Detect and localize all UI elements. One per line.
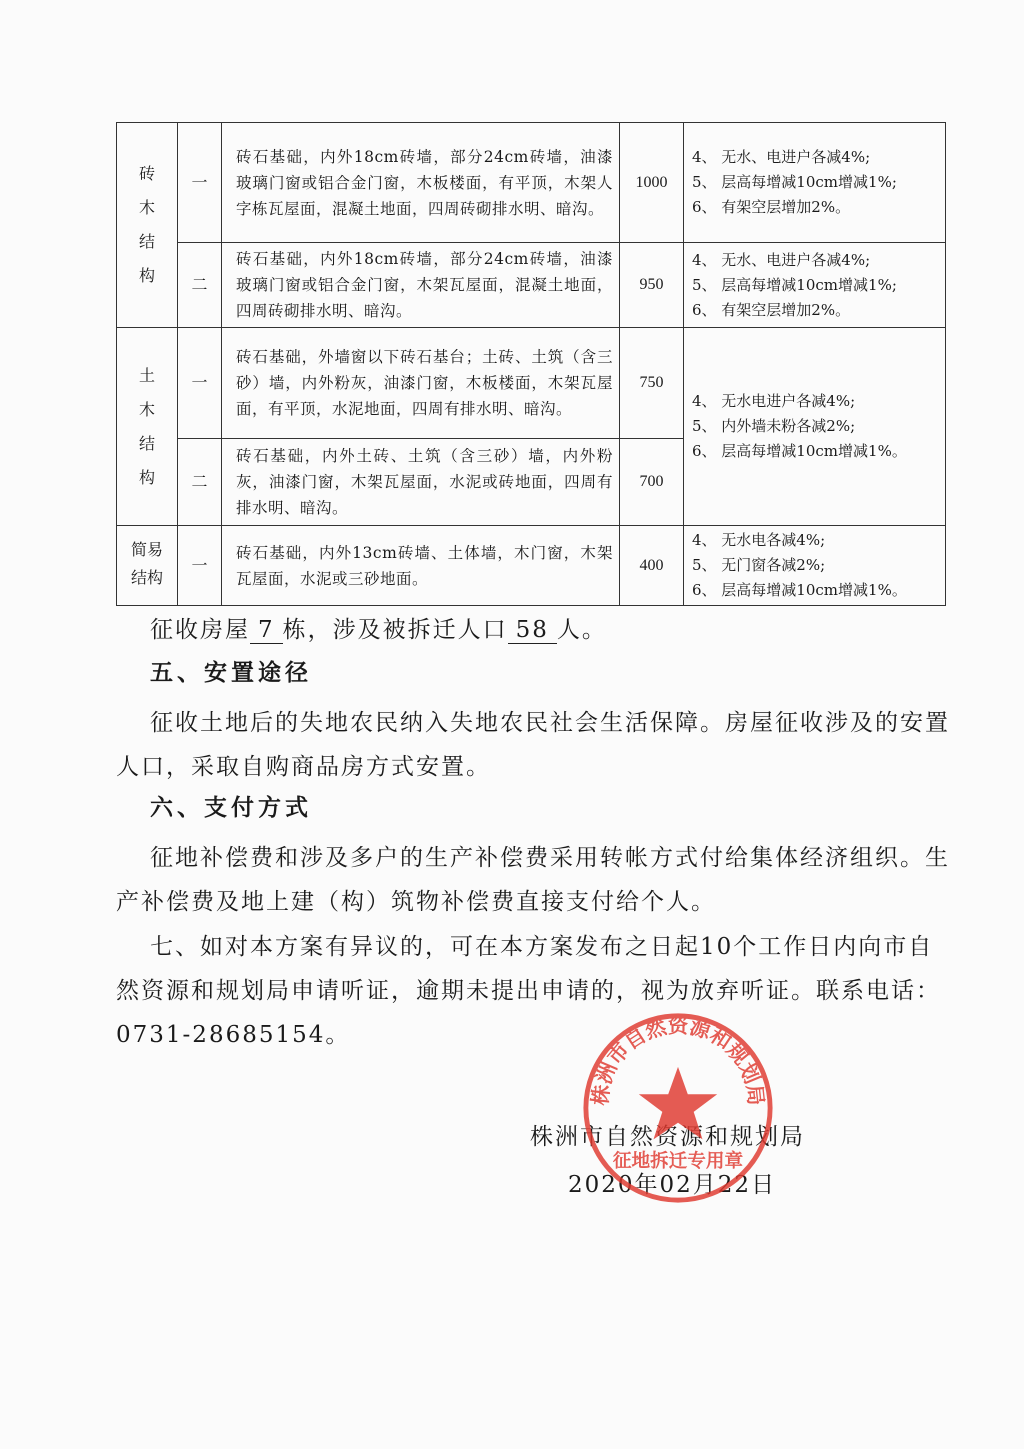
- table-row: [117, 328, 946, 439]
- price-cell: 750: [620, 328, 684, 439]
- issue-date: 2020年02月22日: [568, 1172, 777, 1198]
- houses-count: 7: [250, 617, 283, 644]
- table-row: [117, 526, 946, 606]
- description-cell: 砖石基础，内外18cm砖墙，部分24cm砖墙，油漆玻璃门窗或铝合金门窗，木板楼面，有平顶，木架人字栋瓦屋面，混凝土地面，四周砖砌排水明、暗沟。: [222, 123, 620, 243]
- seal-inner-text: 征地拆迁专用章: [612, 1150, 744, 1172]
- structure-type-cell: 土木结构: [117, 328, 178, 526]
- grade-cell: 二: [178, 439, 222, 526]
- objection-paragraph: 七、如对本方案有异议的，可在本方案发布之日起10个工作日内向市自然资源和规划局申请听证，逾期未提出申请的，视为放弃听证。联系电话：0731-28685154。: [116, 934, 941, 1048]
- houses-summary: 征收房屋 7 栋，涉及被拆迁人口 58 人。: [150, 617, 607, 643]
- section-paragraph: 征收土地后的失地农民纳入失地农民社会生活保障。房屋征收涉及的安置人口，采取自购商品房方式安置。: [116, 710, 950, 780]
- description-cell: 砖石基础，外墙窗以下砖石基台；土砖、土筑（含三砂）墙，内外粉灰，油漆门窗，木板楼面，木架瓦屋面，有平顶，水泥地面，四周有排水明、暗沟。: [222, 328, 620, 439]
- grade-cell: 一: [178, 328, 222, 439]
- seal-outer-text: 株洲市自然资源和规划局: [587, 1013, 769, 1107]
- issuing-organization: 株洲市自然资源和规划局: [530, 1124, 805, 1150]
- price-cell: 1000: [620, 123, 684, 243]
- official-seal: [580, 1010, 776, 1206]
- compensation-standard-table: [116, 122, 946, 606]
- price-cell: 950: [620, 243, 684, 328]
- section-heading: 五、安置途径: [150, 659, 312, 686]
- structure-type-cell: 简易结构: [117, 526, 178, 606]
- structure-type-cell: 砖木结构: [117, 123, 178, 328]
- description-cell: 砖石基础，内外13cm砖墙、土体墙，木门窗，木架瓦屋面，水泥或三砂地面。: [222, 526, 620, 606]
- people-count: 58: [508, 617, 557, 644]
- section-heading: 六、支付方式: [150, 794, 312, 821]
- adjustment-cell: 4、 无水电各减4%; 5、 无门窗各减2%; 6、 层高每增减10cm增减1%。: [684, 526, 946, 606]
- adjustment-cell: 4、 无水、电进户各减4%; 5、 层高每增减10cm增减1%; 6、 有架空层增加2%。: [684, 243, 946, 328]
- price-cell: 700: [620, 439, 684, 526]
- description-cell: 砖石基础，内外土砖、土筑（含三砂）墙，内外粉灰，油漆门窗，木架瓦屋面，水泥或砖地面，四周有排水明、暗沟。: [222, 439, 620, 526]
- grade-cell: 二: [178, 243, 222, 328]
- price-cell: 400: [620, 526, 684, 606]
- grade-cell: 一: [178, 526, 222, 606]
- table-row: [117, 243, 946, 328]
- adjustment-cell: 4、 无水、电进户各减4%; 5、 层高每增减10cm增减1%; 6、 有架空层增加2%。: [684, 123, 946, 243]
- grade-cell: 一: [178, 123, 222, 243]
- table-row: [117, 123, 946, 243]
- description-cell: 砖石基础，内外18cm砖墙，部分24cm砖墙，油漆玻璃门窗或铝合金门窗，木架瓦屋面，混凝土地面，四周砖砌排水明、暗沟。: [222, 243, 620, 328]
- adjustment-cell: 4、 无水电进户各减4%; 5、 内外墙未粉各减2%; 6、 层高每增减10cm增减1%。: [684, 328, 946, 526]
- section-paragraph: 征地补偿费和涉及多户的生产补偿费采用转帐方式付给集体经济组织。生产补偿费及地上建（构）筑物补偿费直接支付给个人。: [116, 845, 950, 915]
